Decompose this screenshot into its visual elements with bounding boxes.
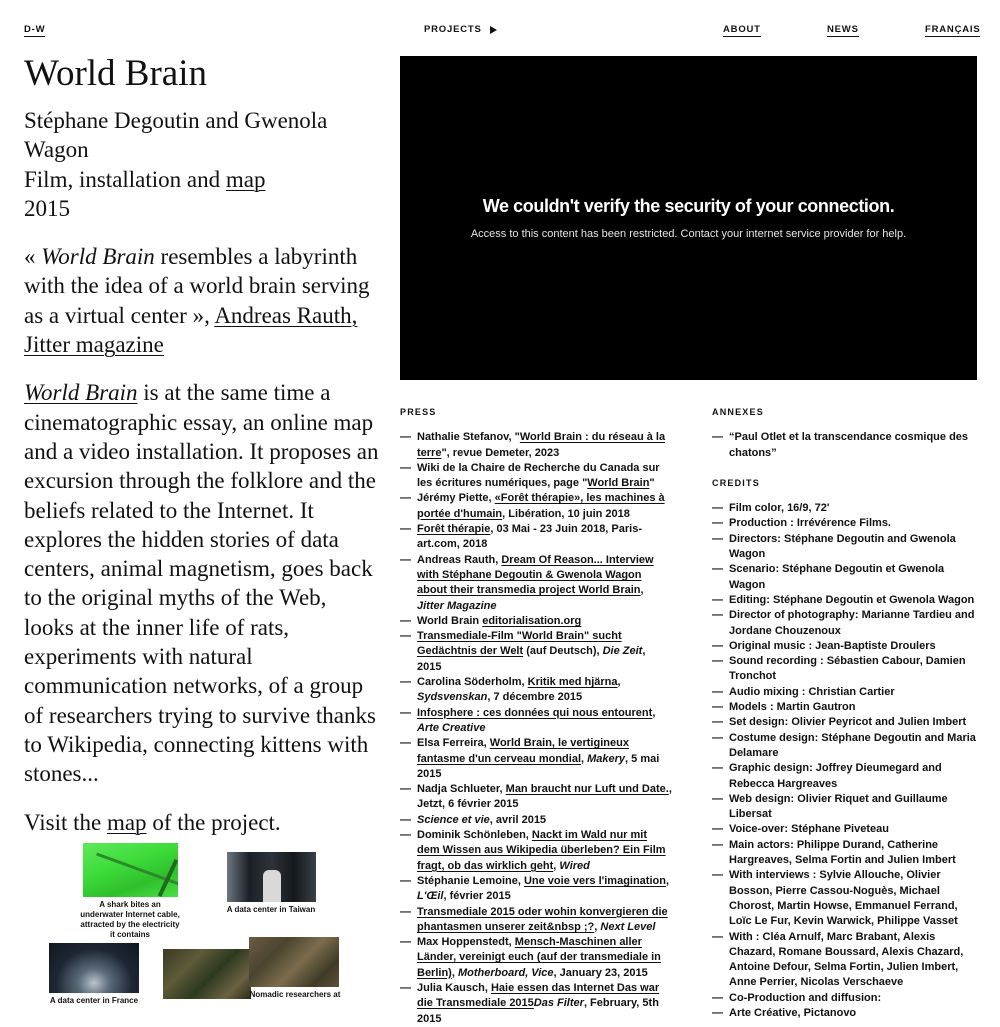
quote-italic-title: World Brain xyxy=(41,244,155,270)
press-item-link[interactable]: Dream Of Reason... Interview with Stéphane Degoutin & Gwenola Wagon about their transmedia project World Brain xyxy=(417,553,654,597)
press-item-link[interactable]: Kritik med hjärna xyxy=(527,676,618,689)
press-item xyxy=(400,491,672,522)
press-item-link[interactable]: Une voie vers l'imagination xyxy=(523,874,666,887)
nav-about-link[interactable]: ABOUT xyxy=(723,24,761,35)
nav-news-link[interactable]: NEWS xyxy=(827,24,859,35)
press-item-publication: Science et vie xyxy=(417,813,490,826)
credit-item: — Directors: Stéphane Degoutin and Gwenola Wagon xyxy=(712,532,977,563)
description-title: World Brain xyxy=(24,380,138,406)
press-item-text: , January 23, 2015 xyxy=(553,966,648,979)
annexes-credits-section xyxy=(712,405,977,1021)
credit-item: — Costume design: Stéphane Degoutin and Maria Delamare xyxy=(712,731,977,762)
press-item-link[interactable]: «Forêt thérapie», les machines à portée d'humain xyxy=(417,492,665,520)
press-item-text: Stéphanie Lemoine, xyxy=(417,874,524,887)
project-type xyxy=(24,165,380,194)
press-quote xyxy=(24,242,380,359)
press-item-publication: Sydsvenskan xyxy=(417,691,488,704)
visit-map-link[interactable]: map xyxy=(106,809,147,835)
press-item xyxy=(400,935,672,981)
press-item xyxy=(400,905,672,936)
credit-item: — Audio mixing : Christian Cartier xyxy=(712,685,977,700)
credit-item: — Director of photography: Marianne Tardieu and Jordane Chouzenoux xyxy=(712,608,977,639)
thumbnail-forest[interactable] xyxy=(163,949,253,999)
credit-item: — Scenario: Stéphane Degoutin et Gwenola Wagon xyxy=(712,562,977,593)
description-text: is at the same time a cinematographic essay, an online map and a video installation. It proposes an excursion through the folklore and the beliefs related to the Internet. It explores the hidden stories of data centers, animal magnetism, goes back to the original myths of the Web, looks at the inner life of rats, experiments with natural communication networks, of a group of researchers trying to survive thanks to Wikipedia, connecting kittens with stones... xyxy=(24,380,379,787)
credits-heading: CREDITS xyxy=(712,477,760,488)
press-item-text: , xyxy=(665,874,670,887)
credits-list xyxy=(712,501,977,1021)
press-item-text: , Jetzt, 6 février 2015 xyxy=(417,783,672,811)
annex-item[interactable]: — “Paul Otlet et la transcendance cosmique des chatons” xyxy=(712,430,977,461)
press-item-text: , 5 mai 2015 xyxy=(417,752,660,780)
quote-source-link[interactable]: Andreas Rauth, Jitter magazine xyxy=(24,302,358,358)
taiwan-datacenter-image xyxy=(227,852,316,902)
press-item-text: , xyxy=(594,920,601,933)
credit-item: — Web design: Olivier Riquet and Guillaume Libersat xyxy=(712,792,977,823)
press-item-link[interactable]: Mensch-Maschinen aller Länder, vereinigt euch (auf der transmediale in Berlin) xyxy=(417,936,661,979)
credit-item: — Set design: Olivier Peyricot and Julien Imbert xyxy=(712,715,977,730)
press-item-publication: L'Œil xyxy=(417,890,444,903)
thumbnail-shark[interactable] xyxy=(80,843,180,940)
press-item-text: , xyxy=(652,706,656,719)
credit-item: — Graphic design: Joffrey Dieumegard and Rebecca Hargreaves xyxy=(712,761,977,792)
thumbnail-france[interactable] xyxy=(44,943,144,1006)
quote-open: « xyxy=(24,244,42,270)
annexes-list xyxy=(712,430,977,461)
site-logo-link[interactable]: D-W xyxy=(24,24,46,35)
press-item-link[interactable]: Man braucht nur Luft und Date. xyxy=(505,783,669,796)
press-item-publication: Wired xyxy=(559,859,590,872)
press-item-text: , xyxy=(617,676,621,689)
press-item-text: Nadja Schlueter, xyxy=(417,783,506,796)
press-item-text: Max Hoppenstedt, xyxy=(417,936,515,949)
press-item-text: , 2015 xyxy=(417,645,646,673)
press-item-publication: Makery xyxy=(587,752,626,765)
video-error-message: Access to this content has been restricted. Contact your internet service provider for help. xyxy=(470,228,907,240)
thumbnail-caption: A shark bites an underwater Internet cable, attracted by the electricity it contains xyxy=(80,900,180,939)
press-item-text: , avril 2015 xyxy=(489,813,547,826)
press-item-publication: Die Zeit xyxy=(602,645,643,658)
projects-menu-button[interactable] xyxy=(424,24,497,35)
press-item-publication: Motherboard, Vice xyxy=(457,966,554,979)
press-item xyxy=(400,782,672,813)
credit-item: — Main actors: Philippe Durand, Catherine Hargreaves, Selma Fortin and Julien Imbert xyxy=(712,838,977,869)
press-item xyxy=(400,706,672,737)
press-item xyxy=(400,461,672,492)
thumbnail-nomadic[interactable] xyxy=(249,937,341,1000)
press-item-text: Elsa Ferreira, xyxy=(417,737,490,750)
press-item xyxy=(400,430,672,461)
press-item-link[interactable]: Transmediale 2015 oder wohin konvergieren die phantasmen unserer zeit&nbsp ;? xyxy=(417,905,668,933)
press-item-text: Andreas Rauth, xyxy=(417,553,502,566)
video-player[interactable] xyxy=(400,56,977,380)
press-item-text: " xyxy=(649,477,655,490)
press-item-text: (auf Deutsch), xyxy=(523,645,603,658)
press-item xyxy=(400,736,672,782)
credit-item: — With interviews : Sylvie Allouche, Olivier Bosson, Pierre Cassou-Noguès, Michael Chorost, Martin Howse, Emmanuel Ferrand, Loïc Le Fur, Kevin Warwick, Philippe Vasset xyxy=(712,868,977,929)
press-item-text: , 03 Mai - 23 Juin 2018, Paris-art.com, 2018 xyxy=(417,523,642,551)
project-authors: Stéphane Degoutin and Gwenola Wagon xyxy=(24,108,328,163)
press-item-text: , Libération, 10 juin 2018 xyxy=(502,507,630,520)
press-item-text: Nathalie Stefanov, " xyxy=(417,431,520,444)
press-item-text: , xyxy=(581,752,588,765)
press-item xyxy=(400,614,672,629)
press-item xyxy=(400,813,672,828)
credit-item: — Co-Production and diffusion: xyxy=(712,991,977,1006)
press-item-link[interactable]: World Brain xyxy=(587,477,650,490)
press-item-publication: Das Filter xyxy=(533,997,584,1010)
forest-image xyxy=(163,949,251,999)
press-item xyxy=(400,828,672,874)
project-meta xyxy=(24,106,380,223)
press-item-link[interactable]: Nackt im Wald nur mit dem Wissen aus Wikipedia überleben? Ein Film fragt, ob das wirklich geht xyxy=(417,829,666,872)
press-item-text: , 7 décembre 2015 xyxy=(487,691,583,704)
description-title-link[interactable] xyxy=(24,380,138,405)
press-item-text: , février 2015 xyxy=(443,890,511,903)
thumbnail-caption: A data center in Taiwan xyxy=(226,905,316,914)
press-item-text: Dominik Schönleben, xyxy=(417,829,532,842)
credit-item: — Voice-over: Stéphane Piveteau xyxy=(712,822,977,837)
press-item-text: , xyxy=(640,584,644,597)
press-item xyxy=(400,874,672,905)
press-item xyxy=(400,675,672,706)
press-item-publication: Next Level xyxy=(600,920,656,933)
credit-item: — Sound recording : Sébastien Cabour, Damien Tronchot xyxy=(712,654,977,685)
press-item-publication: Arte Creative xyxy=(417,721,486,734)
press-item-text: Jérémy Piette, xyxy=(417,492,495,505)
press-item-text: Wiki de la Chaire de Recherche du Canada sur les écritures numériques, page " xyxy=(417,461,660,490)
thumbnail-caption: Nomadic researchers at xyxy=(249,990,341,999)
credit-item: — Editing: Stéphane Degoutin et Gwenola Wagon xyxy=(712,593,977,608)
press-item xyxy=(400,553,672,614)
press-heading: PRESS xyxy=(400,407,437,417)
shark-image xyxy=(83,843,178,897)
nomadic-researchers-image xyxy=(249,937,339,987)
credit-item: — Original music : Jean-Baptiste Droulers xyxy=(712,639,977,654)
press-item-publication: Jitter Magazine xyxy=(417,599,497,612)
credit-item: — Film color, 16/9, 72' xyxy=(712,501,977,516)
press-item-link[interactable]: Forêt thérapie xyxy=(417,523,491,536)
press-item-text: Carolina Söderholm, xyxy=(417,676,528,689)
language-switch-link[interactable]: FRANÇAIS xyxy=(925,24,981,35)
press-item xyxy=(400,981,672,1027)
credit-item: — Production : Irrévérence Films. xyxy=(712,516,977,531)
page-title: World Brain xyxy=(24,53,208,94)
visit-suffix: of the project. xyxy=(146,809,281,835)
project-type-text: Film, installation and xyxy=(24,166,226,192)
video-error-title: We couldn't verify the security of your connection. xyxy=(482,196,895,216)
credit-item: — With : Cléa Arnulf, Marc Brabant, Alexis Chazard, Romane Boussard, Alexis Chazard, Antoine Defour, Selma Fortin, Julien Imbert, Anne Perrier, Nicolas Verschaeve xyxy=(712,930,977,991)
credit-item: — Models : Martin Gautron xyxy=(712,700,977,715)
france-datacenter-image xyxy=(49,943,139,993)
play-triangle-icon xyxy=(490,26,497,34)
press-item-link[interactable]: Infosphere : ces données qui nous entourent xyxy=(417,706,653,719)
press-item-link[interactable]: World Brain : du réseau à la terre xyxy=(417,431,666,459)
visit-map xyxy=(24,808,380,837)
press-item xyxy=(400,629,672,675)
top-navigation xyxy=(0,0,1000,50)
credit-item: — Arte Créative, Pictanovo xyxy=(712,1006,977,1021)
press-item-text: Julia Kausch, xyxy=(417,981,491,994)
projects-label: PROJECTS xyxy=(424,24,482,35)
thumbnail-caption: A data center in France xyxy=(49,996,139,1005)
project-info xyxy=(24,52,380,837)
press-item-link[interactable]: Haie essen das Internet Das war die Transmediale 2015 xyxy=(417,981,660,1010)
press-item-text: ", revue Demeter, 2023 xyxy=(441,446,560,459)
press-item-text: , xyxy=(553,859,560,872)
visit-prefix: Visit the xyxy=(24,809,107,835)
map-link[interactable]: map xyxy=(225,166,266,192)
press-section xyxy=(400,405,672,1027)
press-item xyxy=(400,522,672,553)
press-list xyxy=(400,430,672,1027)
press-item-link[interactable]: Transmediale-Film "World Brain" sucht Gedächtnis der Welt xyxy=(417,630,622,658)
annexes-heading: ANNEXES xyxy=(712,407,764,417)
press-item-text: , xyxy=(451,966,458,979)
press-item-text: World Brain xyxy=(417,614,483,627)
thumbnail-taiwan[interactable] xyxy=(222,852,320,915)
project-description xyxy=(24,378,380,788)
press-item-text: , February, 5th 2015 xyxy=(417,997,659,1025)
quote-text: resembles a labyrinth with the idea of a world brain serving as a virtual center », xyxy=(24,244,370,328)
press-item-link[interactable]: World Brain, le vertigineux fantasme d'un cerveau mondial xyxy=(417,737,629,765)
project-year: 2015 xyxy=(24,195,70,221)
press-item-link[interactable]: editorialisation.org xyxy=(482,614,582,627)
